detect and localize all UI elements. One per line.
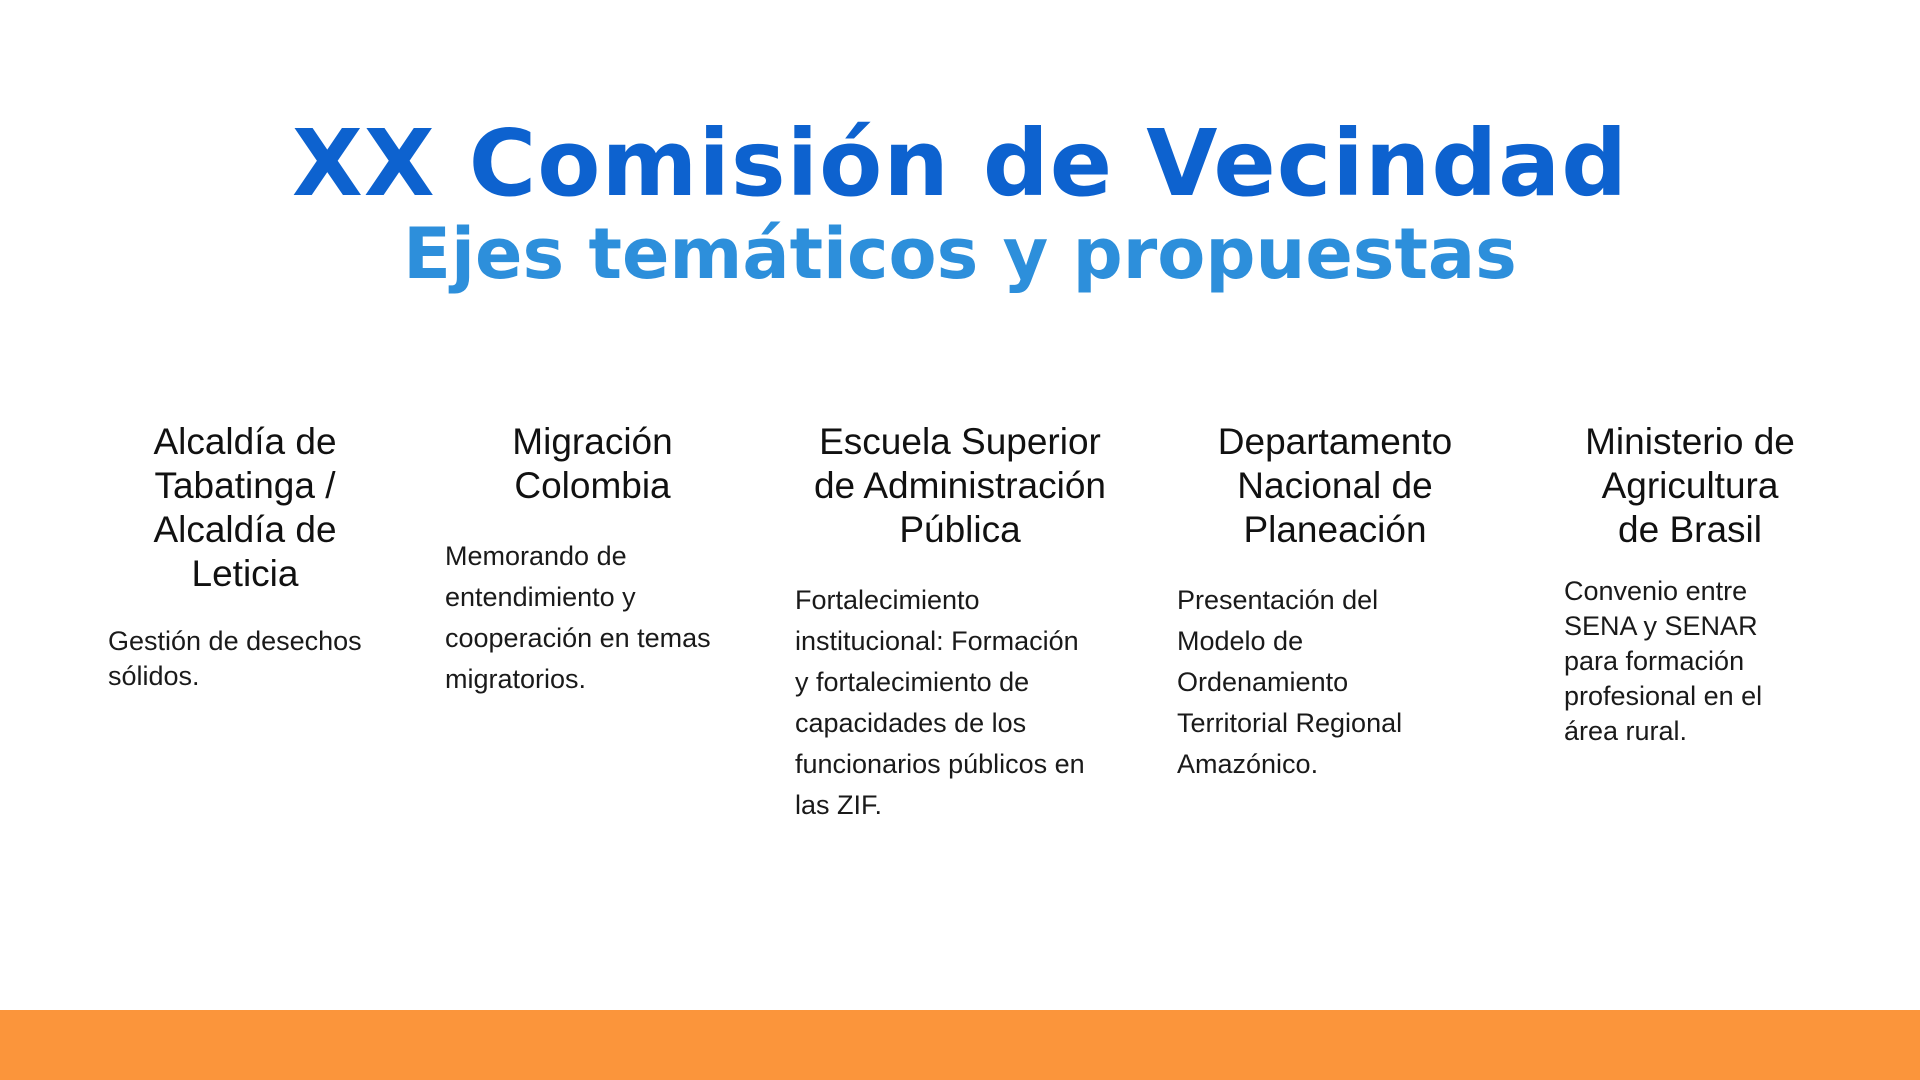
body-line: Fortalecimiento [795,585,980,615]
heading-line: Escuela Superior [819,421,1101,462]
heading-line: Alcaldía de [153,421,337,462]
column-alcaldia [100,420,390,694]
body-line: funcionarios públicos en [795,749,1085,779]
column-heading [1555,420,1825,552]
heading-line: Departamento [1217,421,1453,462]
body-line: Gestión de desechos [108,626,362,656]
body-line: sólidos. [108,661,200,691]
heading-line: Agricultura [1601,465,1779,506]
column-heading [100,420,390,596]
footer-bar [0,1010,1920,1080]
body-line: migratorios. [445,664,587,694]
body-line: SENA y SENAR [1564,611,1758,641]
page-title: XX Comisión de Vecindad [291,110,1629,217]
body-line: Memorando de [445,541,627,571]
heading-line: Ministerio de [1585,421,1795,462]
heading-line: Tabatinga / [154,465,336,506]
column-body [1177,580,1495,785]
body-line: Territorial Regional [1177,708,1403,738]
heading-line: Colombia [514,465,671,506]
heading-line: de Brasil [1618,509,1762,550]
body-line: Modelo de [1177,626,1304,656]
column-body [795,580,1125,826]
heading-line: Migración [512,421,673,462]
column-esap [795,420,1125,826]
body-line: entendimiento y [445,582,636,612]
body-line: y fortalecimiento de [795,667,1030,697]
column-heading [795,420,1125,552]
body-line: área rural. [1564,716,1688,746]
column-ministerio-agricultura [1555,420,1825,749]
body-line: Presentación del [1177,585,1379,615]
heading-line: Leticia [191,553,299,594]
body-line: profesional en el [1564,681,1763,711]
body-line: capacidades de los [795,708,1027,738]
page-subtitle: Ejes temáticos y propuestas [403,213,1517,295]
body-line: institucional: Formación [795,626,1079,656]
column-migracion [445,420,740,700]
heading-line: Alcaldía de [153,509,337,550]
heading-line: Nacional de [1237,465,1433,506]
column-heading [445,420,740,508]
column-heading [1175,420,1495,552]
body-line: Amazónico. [1177,749,1319,779]
column-body [108,624,390,694]
heading-line: Pública [899,509,1021,550]
column-body [445,536,740,700]
body-line: las ZIF. [795,790,883,820]
body-line: cooperación en temas [445,623,711,653]
column-dnp [1175,420,1495,785]
heading-line: Planeación [1243,509,1427,550]
heading-line: de Administración [813,465,1107,506]
body-line: Ordenamiento [1177,667,1349,697]
column-body [1564,574,1825,749]
body-line: Convenio entre [1564,576,1748,606]
body-line: para formación [1564,646,1745,676]
